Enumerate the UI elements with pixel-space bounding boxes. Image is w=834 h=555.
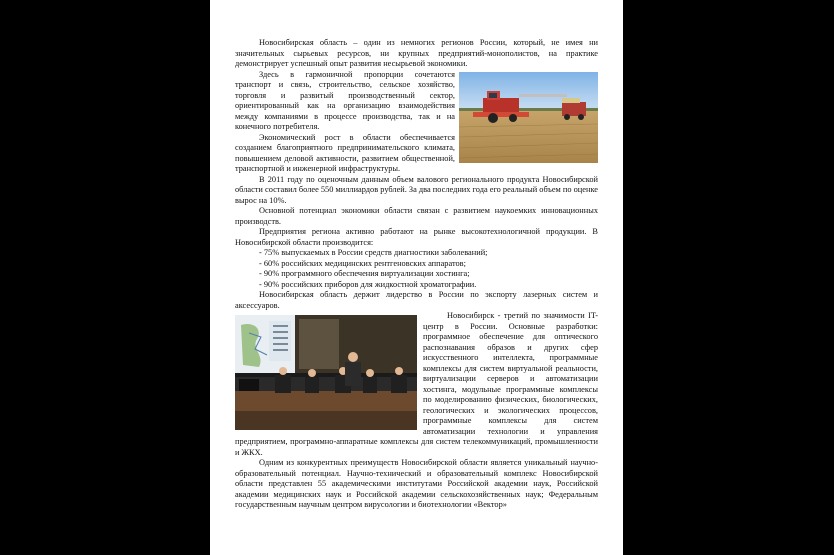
list-item: - 60% российских медицинских рентгеновских аппаратов; [259,258,466,268]
paragraph-economic-growth: Экономический рост в области обеспечивается созданием благоприятного предпринимательского климата, повышением деловой активности, развитием общественной, транспортной и инженерной инфраструктуры. [235,132,455,173]
harvester-photo [459,72,598,163]
paragraph-it-center: Новосибирск - третий по значимости IT-центр в России. Основные разработки: программное обеспечение для оптического распознавания образов и других сфер искусственного интеллекта, программные комплексы для систем виртуальной реальности, виртуализации серверов и автоматизации хостинга, модульные программные комплексы по моделированию физических, биологических, геологических и экологических процессов, программные комплексы для систем автоматизации технологии и управления предприятием, программно-аппаратные комплексы для систем телекоммуникаций, промышленности и ЖКХ. [235,311,598,457]
paragraph-potential: Основной потенциал экономики области связан с развитием наукоемких инновационных производств. [235,206,598,226]
harvester-photo-image [459,72,598,163]
document-page [210,0,623,555]
paragraph-grp: В 2011 году по оценочным данным объем валового регионального продукта Новосибирской области составил более 550 миллиардов рублей. За два последних года его реальный объем по оценке вырос на 10%. [235,174,598,205]
conference-photo [235,315,417,430]
conference-photo-image [235,315,417,430]
paragraph-economy-structure: Здесь в гармоничной пропорции сочетаются транспорт и связь, строительство, сельское хозяйство, торговля и развитый производственный сектор, ориентированный как на организацию взаимодействия между компаниями в процессе производства, так и на конечного потребителя. [235,69,455,131]
document-body [235,38,598,511]
list-item: - 75% выпускаемых в России средств диагностики заболеваний; [259,248,488,257]
list-item: - 90% программного обеспечения виртуализации хостинга; [259,269,470,278]
paragraph-laser-export: Новосибирская область держит лидерство в России по экспорту лазерных систем и аксессуаров. [235,290,598,310]
paragraph-science-potential: Одним из конкурентных преимуществ Новосибирской области является уникальный научно-образовательный потенциал. Научно-технический и образовательный комплекс Новосибирской области представлен 55 академическими институтами Российской академии наук, Российской академии медицинских наук и Российской академии сельскохозяйственных наук; Федеральным государственным научным центром вирусологии и биотехнологии «Вектор» [235,458,598,509]
paragraph-high-tech: Предприятия региона активно работают на рынке высокотехнологичной продукции. В Новосибирской области производится: [235,227,598,247]
list-item: - 90% российских приборов для жидкостной хроматографии. [259,279,477,289]
paragraph-intro: Новосибирская область – один из немногих регионов России, который, не имея ни значительных сырьевых ресурсов, ни крупных предприятий-монополистов, на практике демонстрирует успешный опыт развития несырьевой экономики. [235,38,598,68]
